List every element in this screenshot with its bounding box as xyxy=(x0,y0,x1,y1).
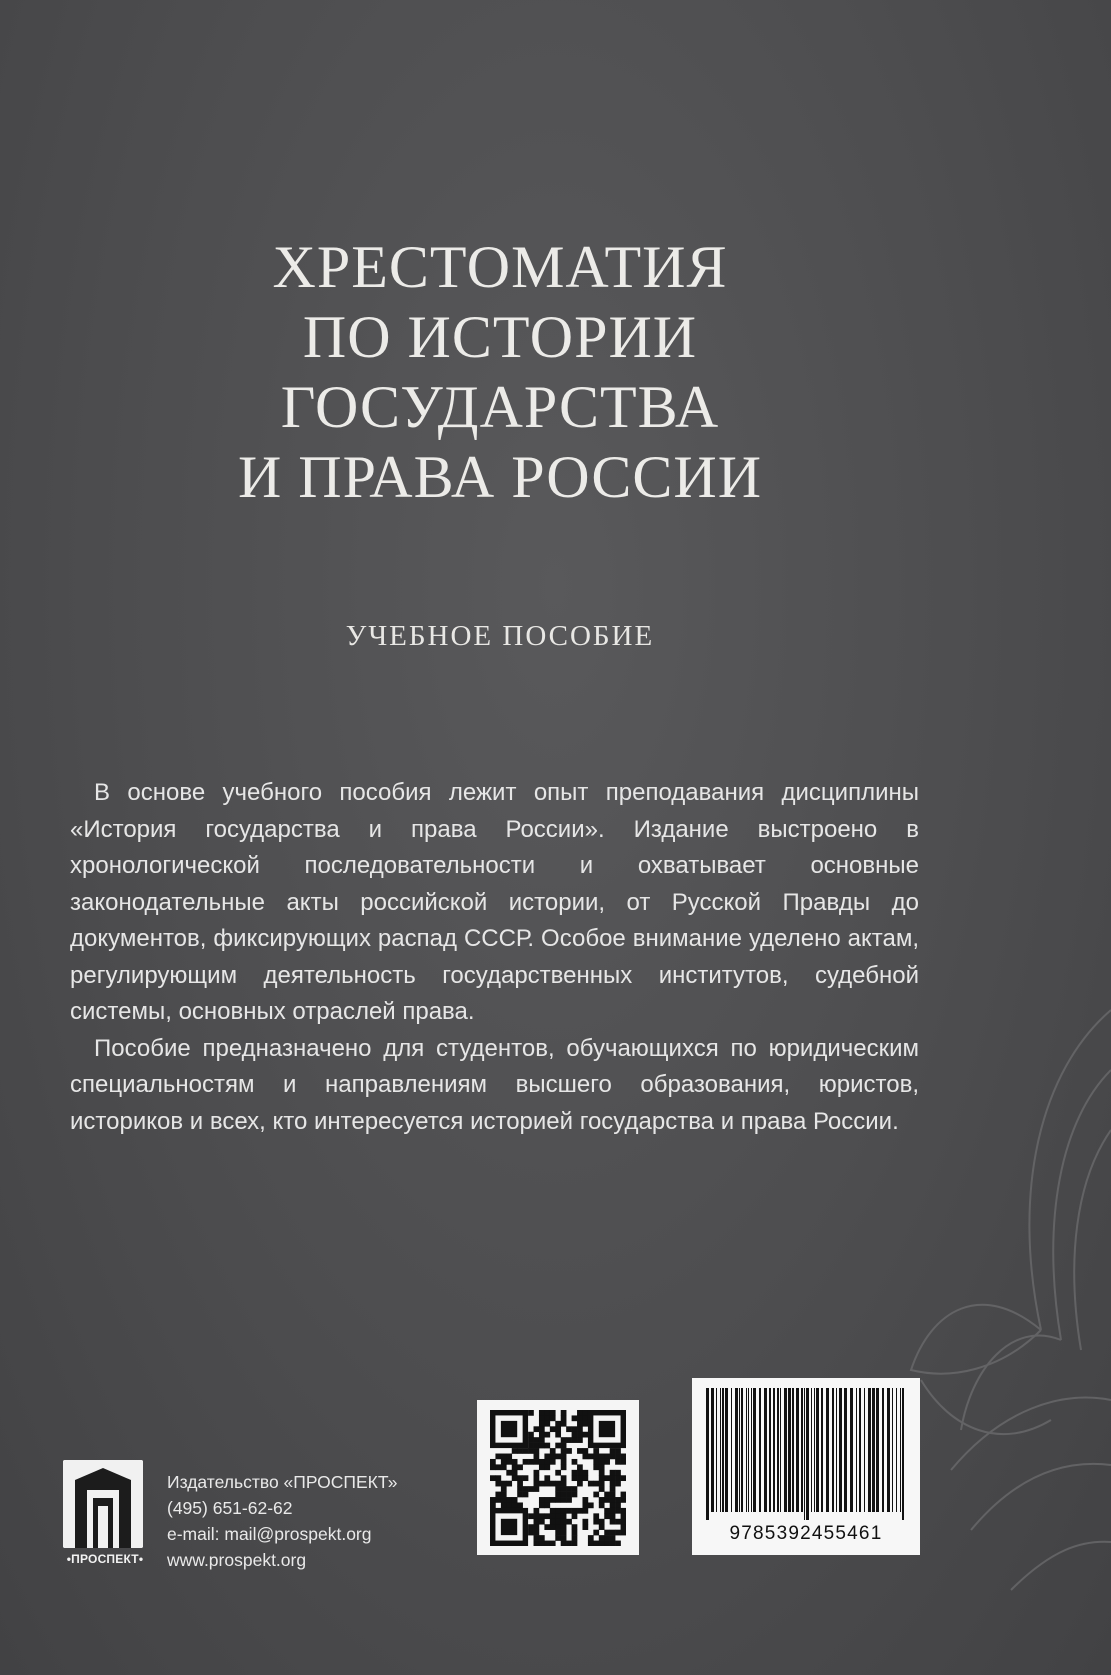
title-line-1: ХРЕСТОМАТИЯ xyxy=(272,234,728,300)
barcode xyxy=(692,1378,920,1555)
book-description xyxy=(70,775,919,1140)
isbn-number: 9785392455461 xyxy=(729,1523,883,1544)
lotus-ornament-icon xyxy=(891,950,1111,1675)
description-paragraph-1: В основе учебного пособия лежит опыт преподавания дисциплины «История государства и права России». Издание выстроено в хронологической последовательности и охватывает основные законодательные акты российской истории, от Русской Правды до документов, фиксирующих распад СССР. Особое внимание уделено актам, регулирующим деятельность государственных институтов, судебной системы, основных отраслей права. xyxy=(70,779,919,1025)
publisher-logo-text: •ПРОСПЕКТ• xyxy=(66,1552,144,1566)
publisher-contacts xyxy=(167,1469,397,1573)
barcode-icon xyxy=(702,1388,910,1520)
title-line-3: ГОСУДАРСТВА xyxy=(280,374,720,440)
publisher-website: www.prospekt.org xyxy=(167,1550,307,1570)
prospekt-logo-icon xyxy=(63,1460,143,1548)
book-subtitle: УЧЕБНОЕ ПОСОБИЕ xyxy=(345,620,655,652)
description-paragraph-2: Пособие предназначено для студентов, обучающихся по юридическим специальностям и направлениям высшего образования, юристов, историков и всех, кто интересуется историей государства и права России. xyxy=(70,1034,919,1135)
publisher-email: e-mail: mail@prospekt.org xyxy=(167,1524,372,1544)
publisher-phone: (495) 651-62-62 xyxy=(167,1498,293,1518)
title-line-2: ПО ИСТОРИИ xyxy=(302,304,698,370)
title-line-4: И ПРАВА РОССИИ xyxy=(237,444,763,510)
qr-code-icon xyxy=(477,1400,639,1555)
publisher-name: Издательство «ПРОСПЕКТ» xyxy=(167,1472,398,1492)
book-title xyxy=(0,232,1000,512)
publisher-logo xyxy=(63,1460,143,1568)
